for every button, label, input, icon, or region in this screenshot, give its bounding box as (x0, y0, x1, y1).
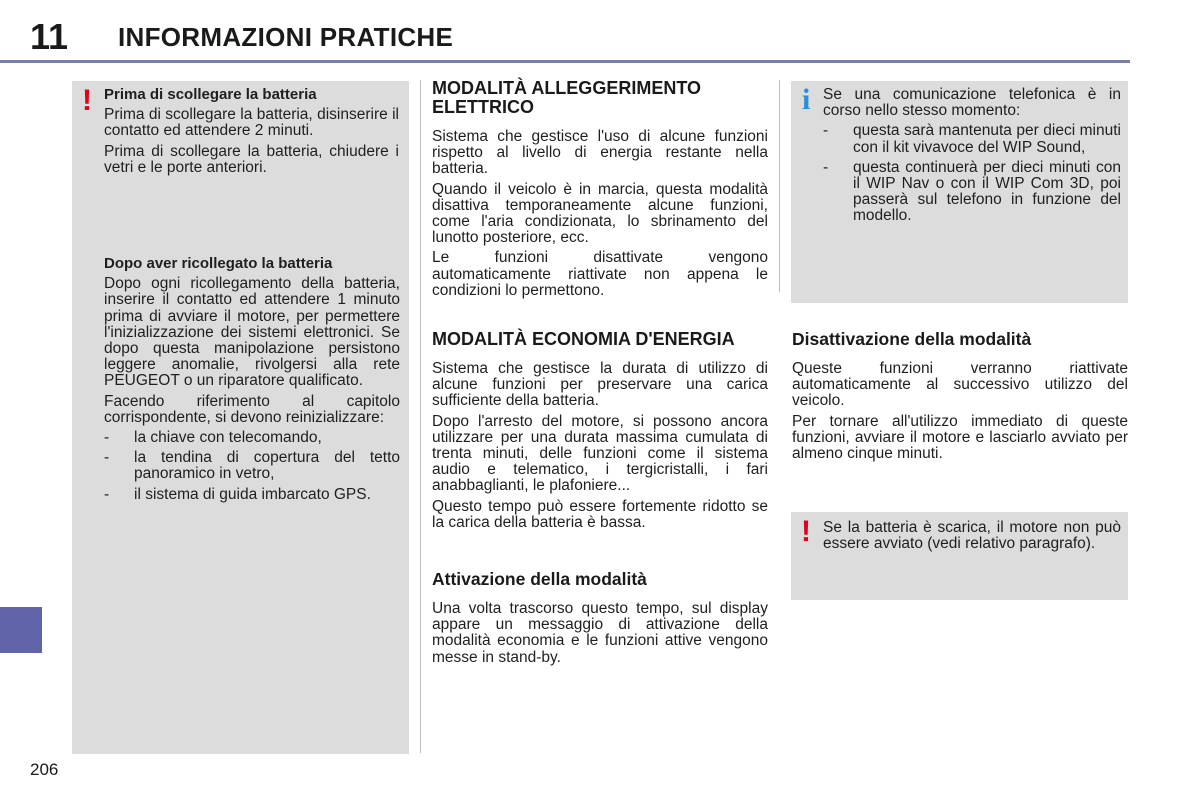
deactivation-section (792, 330, 1128, 466)
list-item: - questa sarà mantenuta per dieci minuti con il kit vivavoce del WIP Sound, (823, 122, 1121, 156)
list-item: - questa continuerà per dieci minuti con il WIP Nav o con il WIP Com 3D, poi passerà sul telefono in funzione del modello. (823, 158, 1121, 225)
list-item: - il sistema di guida imbarcato GPS. (104, 485, 371, 503)
energy-economy-section (432, 330, 768, 535)
body-text: Quando il veicolo è in marcia, questa modalità disattiva temporaneamente alcune funzioni, come l'aria condizionata, lo sbrinamento del lunotto posteriore, ecc. (432, 180, 768, 247)
after-reconnect-section (104, 256, 400, 507)
warning-icon: ! (82, 84, 92, 117)
after-reconnect-text-2: Facendo riferimento al capitolo corrispondente, si devono reinizializzare: (104, 392, 400, 426)
page-number: 206 (30, 760, 59, 779)
before-disconnect-text-1: Prima di scollegare la batteria, disinserire il contatto ed attendere 2 minuti. (104, 106, 399, 140)
body-text: Per tornare all'utilizzo immediato di queste funzioni, avviare il motore e lasciarlo avviato per almeno cinque minuti. (792, 412, 1128, 463)
section-heading: MODALITÀ ECONOMIA D'ENERGIA (432, 329, 735, 349)
column-divider (779, 80, 780, 292)
column-divider (420, 80, 421, 753)
activation-section (432, 570, 768, 670)
power-saving-section (432, 79, 768, 303)
list-item: - la chiave con telecomando, (104, 429, 322, 447)
section-heading: MODALITÀ ALLEGGERIMENTO ELETTRICO (432, 78, 701, 117)
body-text: Dopo l'arresto del motore, si possono ancora utilizzare per una durata massima cumulata di trenta minuti, delle funzioni come il sistema audio e telematico, i tergicristalli, i fari anabbaglianti, le plafoniere... (432, 412, 768, 495)
body-text: Sistema che gestisce la durata di utilizzo di alcune funzioni per preservare una carica sufficiente della batteria. (432, 360, 768, 410)
before-disconnect-text-2: Prima di scollegare la batteria, chiudere i vetri e le porte anteriori. (104, 142, 399, 176)
header-rule (0, 60, 1130, 63)
info-icon: i (802, 83, 811, 116)
chapter-number: 11 (30, 16, 69, 57)
body-text: Questo tempo può essere fortemente ridotto se la carica della batteria è bassa. (432, 497, 768, 531)
before-disconnect-section (104, 87, 399, 180)
after-reconnect-title: Dopo aver ricollegato la batteria (104, 255, 333, 272)
subsection-heading: Disattivazione della modalità (792, 329, 1032, 349)
battery-discharged-text (823, 520, 1121, 556)
chapter-side-tab (0, 607, 42, 653)
page-title: INFORMAZIONI PRATICHE (118, 22, 454, 52)
after-reconnect-text-1: Dopo ogni ricollegamento della batteria, inserire il contatto ed attendere 1 minuto prima di avviare il motore, per permettere l'inizializzazione dei sistemi elettronici. Se dopo questa manipolazione persistono leggere anomalie, rivolgersi alla rete PEUGEOT o un riparatore qualificato. (104, 275, 400, 390)
warning-icon: ! (801, 515, 811, 548)
info-intro: Se una comunicazione telefonica è in corso nello stesso momento: (823, 86, 1121, 120)
phone-info-list (823, 123, 1121, 224)
reinit-list (104, 430, 400, 503)
subsection-heading: Attivazione della modalità (432, 569, 647, 589)
before-disconnect-title: Prima di scollegare la batteria (104, 86, 317, 103)
body-text: Una volta trascorso questo tempo, sul display appare un messaggio di attivazione della modalità economia e le funzioni attive vengono messe in stand-by. (432, 600, 768, 666)
list-item: - la tendina di copertura del tetto panoramico in vetro, (104, 449, 400, 483)
phone-info-content (823, 87, 1121, 229)
body-text: Queste funzioni verranno riattivate automaticamente al successivo utilizzo del veicolo. (792, 360, 1128, 410)
warning-text: Se la batteria è scarica, il motore non può essere avviato (vedi relativo paragrafo). (823, 519, 1121, 553)
body-text: Sistema che gestisce l'uso di alcune funzioni rispetto al livello di energia restante nella batteria. (432, 128, 768, 178)
body-text: Le funzioni disattivate vengono automaticamente riattivate non appena le condizioni lo permettono. (432, 249, 768, 299)
